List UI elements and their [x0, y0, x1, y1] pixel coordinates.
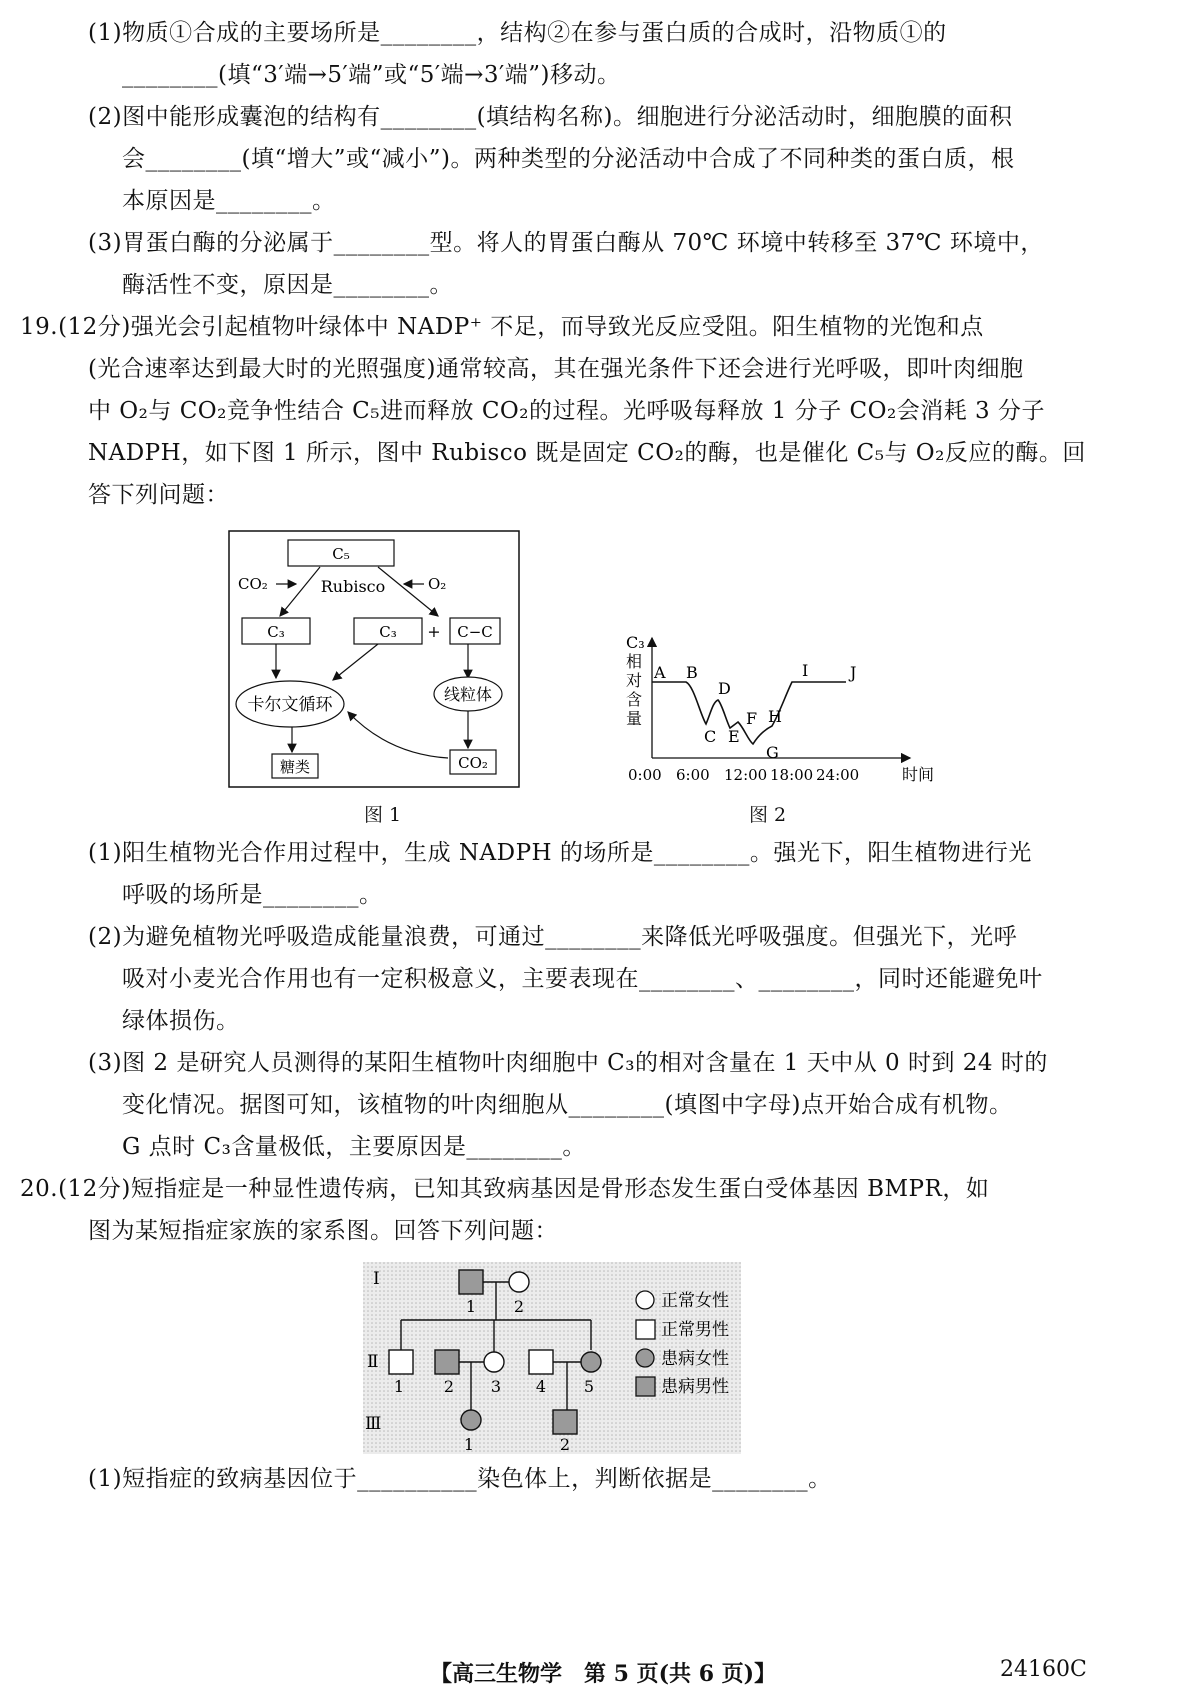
figure2-points — [653, 661, 856, 762]
figure2-caption: 图 2 — [749, 804, 787, 826]
q18-p1-line2: ________(填“3′端→5′端”或“5′端→3′端”)移动。 — [122, 62, 621, 88]
q20-stem-line2: 图为某短指症家族的家系图。回答下列问题： — [88, 1218, 558, 1244]
figure2-xtick: 18:00 — [770, 766, 814, 784]
co2-in-label: CO₂ — [238, 575, 268, 593]
figure2-point-D: D — [718, 679, 731, 698]
c5-label: C₅ — [332, 545, 350, 563]
figure2-point-G: G — [766, 743, 779, 762]
c3-left-label: C₃ — [267, 623, 285, 641]
figure2-point-E: E — [728, 727, 740, 746]
label-II-2: 2 — [443, 1377, 455, 1396]
label-III-2: 2 — [559, 1435, 571, 1454]
figure2-ylabel-line: 量 — [626, 709, 643, 728]
q19-q3-line3: G 点时 C₃含量极低，主要原因是________。 — [122, 1134, 586, 1160]
q19-q2-line1: (2)为避免植物光呼吸造成能量浪费，可通过________来降低光呼吸强度。但强光下，光呼 — [88, 924, 1018, 950]
figure2-point-H: H — [768, 707, 782, 726]
figure2-point-B: B — [686, 663, 698, 682]
q19-stem-line2: (光合速率达到最大时的光照强度)通常较高，其在强光条件下还会进行光呼吸，即叶肉细胞 — [88, 356, 1024, 382]
pedigree-chart — [363, 1262, 741, 1454]
q19-q3-line2: 变化情况。据图可知，该植物的叶肉细胞从________(填图中字母)点开始合成有机物。 — [122, 1092, 1013, 1118]
label-II-1: 1 — [393, 1377, 405, 1396]
legend-normal-male: 正常男性 — [661, 1320, 729, 1340]
figure2-xtick: 24:00 — [816, 766, 860, 784]
figure2-ylabel-line: 对 — [626, 671, 643, 690]
gen-label-I: I — [373, 1269, 380, 1289]
II-3-normal-female — [484, 1352, 504, 1372]
figure2-ylabel-line: C₃ — [626, 633, 645, 652]
label-I-2: 2 — [513, 1297, 525, 1316]
q18-p2-line3: 本原因是________。 — [122, 188, 336, 214]
figure1-border — [229, 531, 519, 787]
legend-affected-male: 患病男性 — [661, 1377, 729, 1397]
plus-sign: + — [427, 622, 441, 641]
II-1-normal-male — [389, 1350, 413, 1374]
figure2-ylabel-line: 含 — [626, 690, 643, 709]
q19-q2-line2: 吸对小麦光合作用也有一定积极意义，主要表现在________、________，同时还能避免叶 — [122, 966, 1043, 992]
figure2-chart — [616, 632, 935, 788]
q18-p3-line1: (3)胃蛋白酶的分泌属于________型。将人的胃蛋白酶从 70℃ 环境中转移至 37℃ 环境中， — [88, 230, 1044, 256]
q19-q1-line2: 呼吸的场所是________。 — [122, 882, 383, 908]
mito-label: 线粒体 — [443, 685, 493, 704]
label-II-3: 3 — [490, 1377, 502, 1396]
label-II-5: 5 — [583, 1377, 595, 1396]
figure2-point-I: I — [802, 661, 809, 680]
figure2-point-A: A — [654, 663, 666, 682]
q18-p2-line1: (2)图中能形成囊泡的结构有________(填结构名称)。细胞进行分泌活动时，细胞膜的面积 — [88, 104, 1013, 130]
q19-stem-line1: 19.(12分)强光会引起植物叶绿体中 NADP⁺ 不足，而导致光反应受阻。阳生植物的光饱和点 — [20, 314, 984, 340]
page-footer: 【高三生物学 第 5 页(共 6 页)】 — [430, 1661, 777, 1687]
sugar-label: 糖类 — [279, 758, 311, 776]
q20-q1-line1: (1)短指症的致病基因位于__________染色体上，判断依据是________。 — [88, 1466, 832, 1492]
rubisco-label: Rubisco — [320, 577, 386, 596]
q19-stem-line4: NADPH，如下图 1 所示，图中 Rubisco 既是固定 CO₂的酶，也是催化 C₅与 O₂反应的酶。回 — [88, 440, 1086, 466]
figure2-xlabel: 时间 — [902, 765, 935, 784]
q19-q2-line3: 绿体损伤。 — [122, 1008, 240, 1034]
c3-mid-label: C₃ — [379, 623, 397, 641]
legend-affected-female: 患病女性 — [661, 1349, 729, 1369]
q18-p1-line1: (1)物质①合成的主要场所是________，结构②在参与蛋白质的合成时，沿物质①的 — [88, 20, 947, 46]
figure2-xticks — [628, 766, 859, 784]
II-2-affected-male — [435, 1350, 459, 1374]
figure2-ylabel — [626, 633, 645, 728]
gen-label-III: Ⅲ — [365, 1414, 382, 1434]
legend-normal-male-icon — [636, 1320, 655, 1339]
co2-out-label: CO₂ — [458, 754, 488, 772]
o2-in-label: O₂ — [428, 575, 447, 593]
III-2-affected-male — [553, 1410, 577, 1434]
label-II-4: 4 — [535, 1377, 547, 1396]
calvin-label: 卡尔文循环 — [247, 695, 333, 715]
legend-normal-female-icon — [636, 1291, 654, 1309]
legend-affected-female-icon — [636, 1349, 654, 1367]
legend-normal-female: 正常女性 — [661, 1291, 729, 1311]
gen-label-II: Ⅱ — [367, 1352, 379, 1372]
III-1-affected-female — [461, 1410, 481, 1430]
q20-stem-line1: 20.(12分)短指症是一种显性遗传病，已知其致病基因是骨形态发生蛋白受体基因 BMPR，如 — [20, 1176, 990, 1202]
label-I-1: 1 — [465, 1297, 477, 1316]
figure2-xtick: 0:00 — [628, 766, 662, 784]
I-2-normal-female — [509, 1272, 529, 1292]
q19-q3-line1: (3)图 2 是研究人员测得的某阳生植物叶肉细胞中 C₃的相对含量在 1 天中从 0 时到 24 时的 — [88, 1050, 1048, 1076]
figure2-xtick: 6:00 — [676, 766, 710, 784]
I-1-affected-male — [459, 1270, 483, 1294]
q19-q1-line1: (1)阳生植物光合作用过程中，生成 NADPH 的场所是________。强光下，阳生植物进行光 — [88, 840, 1032, 866]
q19-stem-line5: 答下列问题： — [88, 482, 229, 508]
figure2-point-C: C — [704, 727, 717, 746]
q18-p2-line2: 会________(填“增大”或“减小”)。两种类型的分泌活动中合成了不同种类的蛋白质，根 — [122, 146, 1015, 172]
II-5-affected-female — [581, 1352, 601, 1372]
q18-p3-line2: 酶活性不变，原因是________。 — [122, 272, 453, 298]
label-III-1: 1 — [463, 1435, 475, 1454]
figure2-point-J: J — [850, 663, 857, 682]
figure2-ylabel-line: 相 — [626, 652, 643, 671]
legend-affected-male-icon — [636, 1377, 655, 1396]
cc-label: C−C — [457, 623, 493, 641]
exam-code: 24160C — [1000, 1657, 1087, 1682]
q19-stem-line3: 中 O₂与 CO₂竞争性结合 C₅进而释放 CO₂的过程。光呼吸每释放 1 分子 CO₂会消耗 3 分子 — [88, 398, 1045, 424]
figure2-xtick: 12:00 — [724, 766, 768, 784]
figure1-caption: 图 1 — [364, 804, 402, 826]
figure2-point-F: F — [746, 709, 758, 728]
II-4-normal-male — [529, 1350, 553, 1374]
figure1-diagram — [228, 530, 520, 788]
